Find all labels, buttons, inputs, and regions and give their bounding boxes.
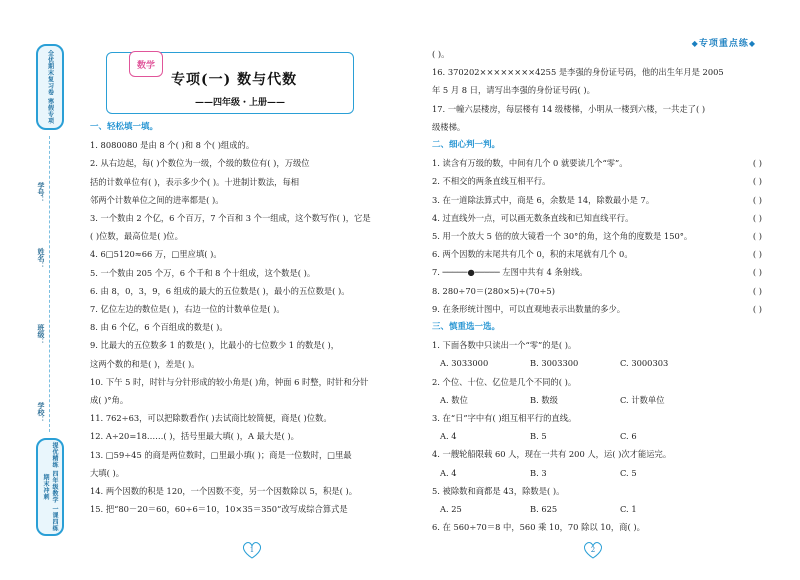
judge-item	[432, 191, 762, 209]
answer-blank[interactable]: ( )	[752, 158, 762, 169]
judge-item	[432, 263, 762, 281]
judge-item	[432, 209, 762, 227]
answer-blank[interactable]: ( )	[752, 231, 762, 242]
question-line: 年 5 月 8 日，请写出李强的身份证号码( )。	[432, 85, 595, 96]
answer-blank[interactable]: ( )	[752, 303, 762, 314]
choice-options	[432, 391, 762, 409]
diamond-icon: ◆	[691, 39, 699, 48]
left-column	[90, 118, 390, 518]
question-line: 1. 8080080 是由 8 个( )和 8 个( )组成的。	[90, 140, 255, 151]
question-line: 9. 比最大的五位数多 1 的数是( )，比最小的七位数少 1 的数是( )，	[90, 340, 340, 351]
question-line: 17. 一幢六层楼房，每层楼有 14 级楼梯，小明从一楼到六楼，一共走了( )	[432, 103, 706, 114]
field-student-number: 学号：	[37, 182, 45, 203]
choice-question: 1. 下面各数中只读出一个“零”的是( )。	[432, 340, 577, 351]
question-line: 10. 下午 5 时，时针与分针形成的较小角是( )角，钟面 6 时整，时针和分针	[90, 376, 369, 387]
choice-option[interactable]: A. 4	[440, 467, 457, 478]
question-line: 7. 亿位左边的数位是( )，右边一位的计数单位是( )。	[90, 304, 285, 315]
fill-questions	[90, 136, 390, 518]
judge-item	[432, 172, 762, 190]
choice-question: 5. 被除数和商都是 43，除数是( )。	[432, 485, 565, 496]
answer-blank[interactable]: ( )	[752, 176, 762, 187]
judge-item	[432, 245, 762, 263]
choice-option[interactable]: B. 5	[530, 431, 547, 442]
answer-blank[interactable]: ( )	[752, 285, 762, 296]
judge-text: 1. 读含有万级的数，中间有几个 0 就要读几个“零”。	[432, 158, 628, 169]
answer-blank[interactable]: ( )	[752, 249, 762, 260]
diamond-icon: ◆	[748, 39, 756, 48]
judge-questions	[432, 154, 762, 318]
question-line: 4. 6□5120≈66 万，□里应填( )。	[90, 249, 222, 260]
question-line: 这两个数的和是( )，差是( )。	[90, 358, 200, 369]
cut-line	[49, 136, 50, 432]
question-line: 15. 把“80－20＝60，60÷6＝10，10×35＝350”改写成综合算式是	[90, 504, 348, 515]
judge-text: 6. 两个因数的末尾共有几个 0，积的末尾就有几个 0。	[432, 249, 633, 260]
section-heading-judge: 二、细心判一判。	[432, 140, 501, 151]
question-line: 级楼梯。	[432, 121, 466, 132]
question-line: 12. A÷20=18……( )，括号里最大填( )，A 最大是( )。	[90, 431, 299, 442]
question-line: 大填( )。	[90, 467, 125, 478]
judge-text: 2. 不相交的两条直线互相平行。	[432, 176, 551, 187]
subject-icon: 数学	[129, 51, 163, 77]
choice-option[interactable]: A. 25	[440, 504, 462, 515]
choice-option[interactable]: B. 625	[530, 504, 558, 515]
question-line: 3. 一个数由 2 个亿，6 个百万，7 个百和 3 个一组成，这个数写作( )，它是	[90, 213, 371, 224]
section-heading-fill: 一、轻松填一填。	[90, 122, 159, 132]
choice-option[interactable]: C. 6	[620, 431, 637, 442]
choice-option[interactable]: C. 1	[620, 504, 637, 515]
question-line: 11. 762÷63，可以把除数看作( )去试商比较简便，商是( )位数。	[90, 413, 332, 424]
answer-blank[interactable]: ( )	[752, 212, 762, 223]
question-line: 5. 一个数由 205 个万，6 个千和 8 个十组成，这个数是( )。	[90, 267, 316, 278]
choice-question: 6. 在 560÷70＝8 中，560 乘 10，70 除以 10，商( )。	[432, 522, 645, 533]
choice-options	[432, 427, 762, 445]
field-school: 学校：	[37, 402, 45, 423]
judge-item	[432, 282, 762, 300]
choice-options	[432, 354, 762, 372]
judge-text: 5. 用一个放大 5 倍的放大镜看一个 30°的角，这个角的度数是 150°。	[432, 231, 693, 242]
judge-text: 8. 280÷70＝(280×5)÷(70÷5)	[432, 285, 555, 296]
binding-strip	[0, 0, 80, 580]
judge-text: 7. ─────●───── 左图中共有 4 条射线。	[432, 267, 588, 278]
question-line: 括的计数单位有( )，表示多少个( )。十进制计数法，每相	[90, 176, 300, 187]
question-line: ( )位数，最高位是( )位。	[90, 231, 183, 242]
judge-text: 3. 在一道除法算式中，商是 6，余数是 14，除数最小是 7。	[432, 194, 655, 205]
question-line: 16. 370202××××××××4255 是李强的身份证号码，他的出生年月是 2005	[432, 67, 724, 78]
choice-option[interactable]: B. 3003300	[530, 358, 579, 369]
section-heading-choice: 三、慎重选一选。	[432, 322, 501, 333]
grade-label: ——四年级・上册——	[195, 98, 286, 108]
right-column	[432, 45, 762, 536]
choice-questions	[432, 336, 762, 536]
choice-option[interactable]: B. 3	[530, 467, 547, 478]
choice-question: 4. 一艘轮船限载 60 人，现在一共有 200 人，运( )次才能运完。	[432, 449, 672, 460]
field-name: 姓名：	[37, 248, 45, 269]
question-line: 13. □59÷45 的商是两位数时，□里最小填( )；商是一位数时，□里最	[90, 449, 352, 460]
page-title: 专项(一) 数与代数	[171, 72, 298, 88]
choice-options	[432, 500, 762, 518]
fill-questions-continued	[432, 45, 762, 136]
choice-question: 2. 个位、十位、亿位是几个不同的( )。	[432, 376, 577, 387]
title-box	[106, 52, 354, 114]
choice-option[interactable]: A. 数位	[440, 394, 468, 405]
choice-option[interactable]: B. 数级	[530, 394, 558, 405]
judge-item	[432, 300, 762, 318]
question-line: 8. 由 6 个亿，6 个百组成的数是( )。	[90, 322, 228, 333]
judge-item	[432, 154, 762, 172]
series-tab-bottom: 提优精练 四年级数学 一课四练 期末冲刺	[36, 438, 64, 536]
question-line: 2. 从右边起，每( )个数位为一级，个级的数位有( )，万级位	[90, 158, 310, 169]
page-number-right: 2	[582, 540, 604, 560]
choice-option[interactable]: A. 4	[440, 431, 457, 442]
choice-option[interactable]: C. 5	[620, 467, 637, 478]
question-line: 邻两个计数单位之间的进率都是( )。	[90, 194, 224, 205]
field-class: 班级：	[37, 324, 45, 345]
question-line: 成( )°角。	[90, 395, 129, 406]
choice-option[interactable]: A. 3033000	[440, 358, 489, 369]
question-line: ( )。	[432, 49, 450, 59]
page-number-left: 1	[241, 540, 263, 560]
answer-blank[interactable]: ( )	[752, 194, 762, 205]
judge-text: 4. 过直线外一点，可以画无数条直线和已知直线平行。	[432, 212, 634, 223]
judge-item	[432, 227, 762, 245]
answer-blank[interactable]: ( )	[752, 267, 762, 278]
series-tab-top: 全优期末复习卷 寒假专项	[36, 44, 64, 130]
choice-options	[432, 464, 762, 482]
choice-option[interactable]: C. 3000303	[620, 358, 669, 369]
badge-text: 专项重点练	[698, 39, 749, 49]
choice-question: 3. 在“日”字中有( )组互相平行的直线。	[432, 413, 577, 424]
choice-option[interactable]: C. 计数单位	[620, 394, 665, 405]
question-line: 6. 由 8，0，3，9，6 组成的最大的五位数是( )，最小的五位数是( )。	[90, 285, 350, 296]
question-line: 14. 两个因数的积是 120，一个因数不变，另一个因数除以 5，积是( )。	[90, 486, 358, 497]
judge-text: 9. 在条形统计图中，可以直观地表示出数量的多少。	[432, 303, 626, 314]
